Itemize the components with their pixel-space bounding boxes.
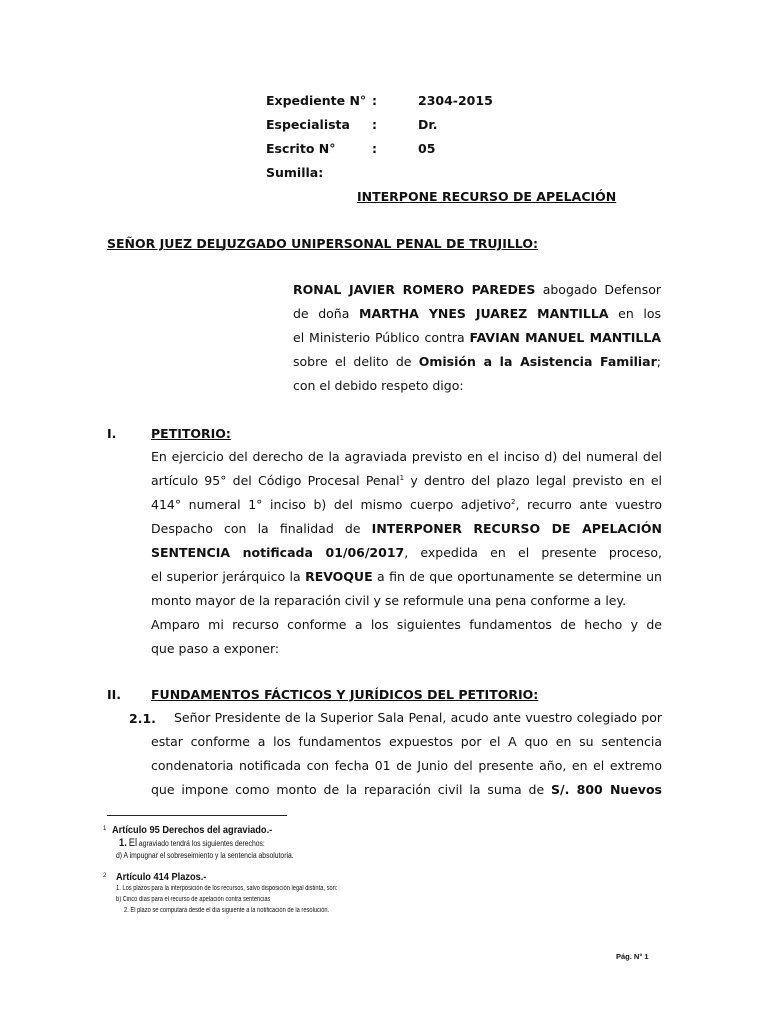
sentence-date: SENTENCIA notificada 01/06/2017 bbox=[151, 545, 405, 560]
escrito-label: Escrito N° bbox=[266, 141, 336, 156]
client-name: MARTHA YNES JUAREZ MANTILLA bbox=[359, 306, 609, 321]
footnote-2-title: Artículo 414 Plazos.- bbox=[116, 871, 207, 883]
footnote-ref-1[interactable]: 1 bbox=[399, 473, 405, 482]
intro-text: ; bbox=[656, 354, 661, 369]
intro-text: de doña bbox=[293, 306, 350, 321]
accused-name: FAVIAN MANUEL MANTILLA bbox=[469, 330, 661, 345]
revoque-word: REVOQUE bbox=[305, 569, 373, 584]
fundamentos-line: estar conforme a los fundamentos expuestos por el A quo en su sentencia bbox=[151, 734, 662, 749]
footnote-2-mark: 2 bbox=[103, 873, 107, 879]
footnote-2-line1: 1. Los plazos para la interposición de los recursos, salvo disposición legal distinta, son: bbox=[116, 885, 338, 892]
escrito-value: 05 bbox=[418, 141, 436, 156]
footnote-2-line3: 2. El plazo se computará desde el día siguiente a la notificación de la resolución. bbox=[124, 907, 330, 914]
appeal-phrase: INTERPONER RECURSO DE APELACIÓN bbox=[371, 521, 662, 536]
petitorio-line: y dentro del plazo legal previsto en el bbox=[410, 473, 662, 488]
intro-text: abogado Defensor bbox=[542, 282, 661, 297]
escrito-sep: : bbox=[372, 141, 377, 156]
expediente-value: 2304-2015 bbox=[418, 93, 493, 108]
especialista-value: Dr. bbox=[418, 117, 438, 132]
footnote-1-word: El bbox=[128, 837, 138, 849]
petitorio-line: Amparo mi recurso conforme a los siguientes fundamentos de hecho y de bbox=[151, 617, 662, 632]
intro-text: con el debido respeto digo: bbox=[293, 378, 464, 393]
footnote-1-enum: 1. bbox=[119, 837, 127, 849]
crime-name: Omisión a la Asistencia Familiar bbox=[418, 354, 657, 369]
fundamentos-paragraph-cont bbox=[151, 730, 662, 802]
footnote-ref-2[interactable]: 2 bbox=[510, 497, 516, 506]
sumilla-text: INTERPONE RECURSO DE APELACIÓN bbox=[357, 189, 617, 204]
petitorio-line: , recurro ante vuestro bbox=[515, 497, 662, 512]
especialista-sep: : bbox=[372, 117, 377, 132]
reparation-amount: S/. 800 Nuevos bbox=[551, 782, 662, 797]
footnote-1-text: agraviado tendrá los siguientes derechos: bbox=[138, 839, 265, 848]
fundamentos-line: Señor Presidente de la Superior Sala Penal, acudo ante vuestro colegiado por bbox=[174, 710, 662, 725]
footnote-separator bbox=[107, 815, 287, 816]
intro-text: sobre el delito de bbox=[293, 354, 412, 369]
fundamentos-paragraph bbox=[174, 706, 662, 730]
footnote-2-line2: b) Cinco días para el recurso de apelación contra sentencias bbox=[116, 896, 271, 903]
intro-paragraph bbox=[293, 278, 661, 398]
footnote-1-line1 bbox=[119, 837, 265, 849]
addressee-part2: JUZGADO UNIPERSONAL PENAL DE TRUJILLO: bbox=[222, 236, 538, 251]
fundamentos-line: condenatoria notificada con fecha 01 de Junio del presente año, en el extremo bbox=[151, 758, 662, 773]
fundamentos-line: que impone como monto de la reparación civil la suma de bbox=[151, 782, 545, 797]
petitorio-line: artículo 95° del Código Procesal Penal bbox=[151, 473, 400, 488]
petitorio-line: el superior jerárquico la bbox=[151, 569, 301, 584]
sumilla-label: Sumilla: bbox=[266, 165, 324, 180]
footnote-1-title: Artículo 95 Derechos del agraviado.- bbox=[112, 824, 273, 836]
footnote-1-line2: d) A impugnar el sobreseimiento y la sentencia absolutoria. bbox=[116, 851, 294, 860]
page-number: Pág. N° 1 bbox=[616, 952, 649, 961]
addressee-part1: SEÑOR JUEZ DEL bbox=[107, 236, 224, 251]
footnote-1-mark: 1 bbox=[103, 826, 107, 832]
section2-number: II. bbox=[107, 687, 122, 702]
section1-title: PETITORIO: bbox=[151, 426, 231, 441]
section2-title: FUNDAMENTOS FÁCTICOS Y JURÍDICOS DEL PETITORIO: bbox=[151, 687, 539, 702]
intro-text: el Ministerio Público contra bbox=[293, 330, 465, 345]
especialista-label: Especialista bbox=[266, 117, 350, 132]
petitorio-line: , expedida en el presente proceso, bbox=[404, 545, 662, 560]
petitorio-line: 414° numeral 1° inciso b) del mismo cuerpo adjetivo bbox=[151, 497, 511, 512]
petitorio-paragraph bbox=[151, 445, 662, 661]
section1-number: I. bbox=[107, 426, 117, 441]
intro-text: en los bbox=[618, 306, 661, 321]
petitorio-line: En ejercicio del derecho de la agraviada previsto en el inciso d) del numeral del bbox=[151, 449, 662, 464]
defender-name: RONAL JAVIER ROMERO PAREDES bbox=[293, 282, 536, 297]
petitorio-line: que paso a exponer: bbox=[151, 641, 280, 656]
petitorio-line: Despacho con la finalidad de bbox=[151, 521, 361, 536]
item-2-1-number: 2.1. bbox=[129, 711, 156, 726]
expediente-label: Expediente N° bbox=[266, 93, 367, 108]
petitorio-line: monto mayor de la reparación civil y se reformule una pena conforme a ley. bbox=[151, 593, 627, 608]
petitorio-line: a fin de que oportunamente se determine un bbox=[377, 569, 662, 584]
expediente-sep: : bbox=[372, 93, 377, 108]
